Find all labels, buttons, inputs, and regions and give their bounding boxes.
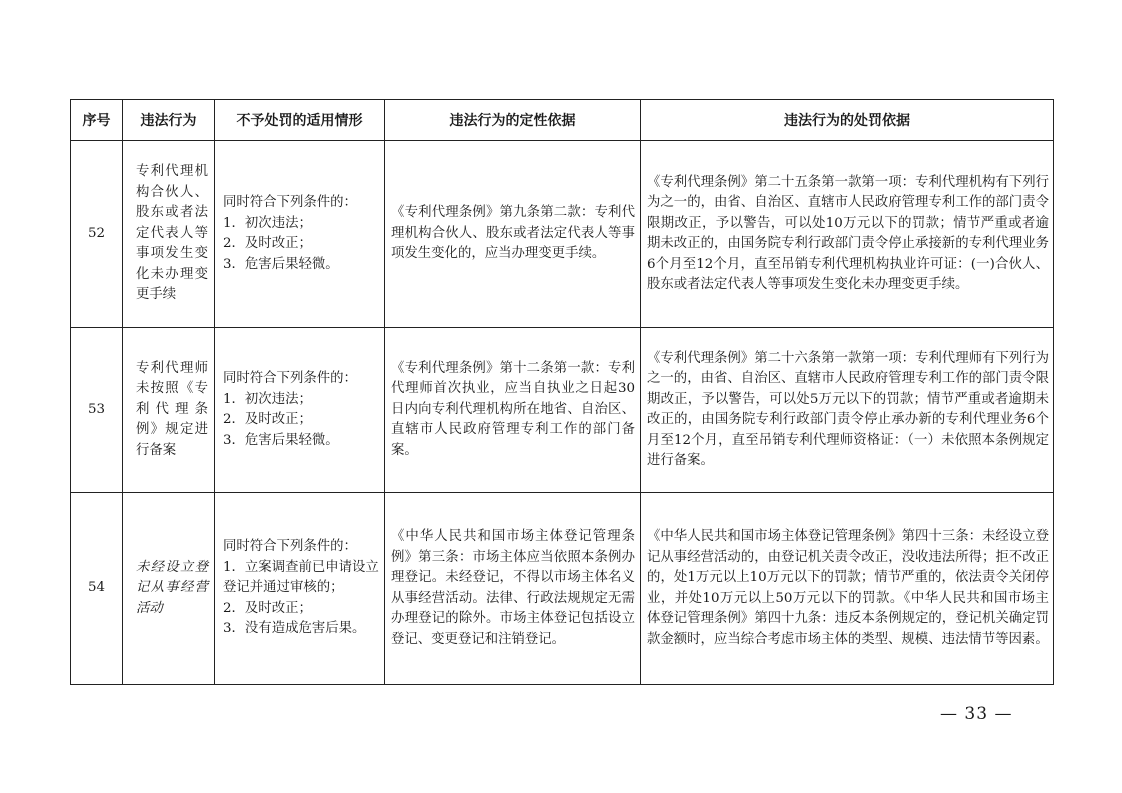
header-no: 序号 — [71, 100, 123, 141]
condition-line: 1．立案调查前已申请设立登记并通过审核的； — [223, 559, 379, 596]
condition-line: 1．初次违法； — [223, 391, 312, 407]
condition-line: 同时符合下列条件的： — [223, 371, 357, 386]
condition-line: 2．及时改正； — [223, 412, 312, 427]
violation-cell: 专利代理师未按照《专利代理条例》规定进行备案 — [123, 328, 215, 493]
conditions-cell — [215, 141, 385, 328]
penalty-cell: 《专利代理条例》第二十五条第一款第一项：专利代理机构有下列行为之一的，由省、自治区、直辖市人民政府管理专利工作的部门责令限期改正，予以警告，可以处10万元以下的罚款；情节严重或者逾期未改正的，由国务院专利行政部门责令停止承接新的专利代理业务6个月至12个月，直至吊销专利代理机构执业许可证：(一)合伙人、股东或者法定代表人等事项发生变化未办理变更手续。 — [641, 141, 1054, 328]
header-conditions: 不予处罚的适用情形 — [215, 100, 385, 141]
penalty-cell: 《中华人民共和国市场主体登记管理条例》第四十三条：未经设立登记从事经营活动的，由登记机关责令改正，没收违法所得；拒不改正的，处1万元以上10万元以下的罚款；情节严重的，依法责令关闭停业，并处10万元以上50万元以下的罚款。《中华人民共和国市场主体登记管理条例》第四十九条：违反本条例规定的，登记机关确定罚款金额时，应当综合考虑市场主体的类型、规模、违法情节等因素。 — [641, 493, 1054, 685]
row-number: 53 — [71, 328, 123, 493]
header-row — [71, 100, 1054, 141]
conditions-cell — [215, 328, 385, 493]
header-penalty: 违法行为的处罚依据 — [641, 100, 1054, 141]
condition-line: 同时符合下列条件的： — [223, 195, 357, 210]
condition-line: 1．初次违法； — [223, 215, 312, 231]
violation-cell: 未经设立登记从事经营活动 — [123, 493, 215, 685]
row-number: 52 — [71, 141, 123, 328]
header-act: 违法行为 — [123, 100, 215, 141]
basis-cell: 《专利代理条例》第九条第二款：专利代理机构合伙人、股东或者法定代表人等事项发生变化的，应当办理变更手续。 — [385, 141, 641, 328]
condition-line: 3．没有造成危害后果。 — [223, 621, 366, 637]
condition-line: 2．及时改正； — [223, 236, 312, 251]
condition-line: 3．危害后果轻微。 — [223, 256, 339, 272]
page-number: — 33 — — [940, 704, 1013, 724]
table-row — [71, 493, 1054, 685]
condition-line: 2．及时改正； — [223, 600, 312, 616]
table-row — [71, 328, 1054, 493]
penalty-cell: 《专利代理条例》第二十六条第一款第一项：专利代理师有下列行为之一的，由省、自治区、直辖市人民政府管理专利工作的部门责令限期改正，予以警告，可以处5万元以下的罚款；情节严重或者逾期未改正的，由国务院专利行政部门责令停止承办新的专利代理业务6个月至12个月，直至吊销专利代理师资格证：（一）未依照本条例规定进行备案。 — [641, 328, 1054, 493]
regulation-table — [70, 99, 1054, 685]
basis-cell: 《中华人民共和国市场主体登记管理条例》第三条：市场主体应当依照本条例办理登记。未经登记，不得以市场主体名义从事经营活动。法律、行政法规规定无需办理登记的除外。市场主体登记包括设立登记、变更登记和注销登记。 — [385, 493, 641, 685]
violation-cell: 专利代理机构合伙人、股东或者法定代表人等事项发生变化未办理变更手续 — [123, 141, 215, 328]
conditions-cell — [215, 493, 385, 685]
condition-line: 同时符合下列条件的： — [223, 539, 357, 555]
row-number: 54 — [71, 493, 123, 685]
basis-cell: 《专利代理条例》第十二条第一款：专利代理师首次执业，应当自执业之日起30日内向专利代理机构所在地省、自治区、直辖市人民政府管理专利工作的部门备案。 — [385, 328, 641, 493]
table-row — [71, 141, 1054, 328]
header-basis: 违法行为的定性依据 — [385, 100, 641, 141]
condition-line: 3．危害后果轻微。 — [223, 432, 339, 448]
